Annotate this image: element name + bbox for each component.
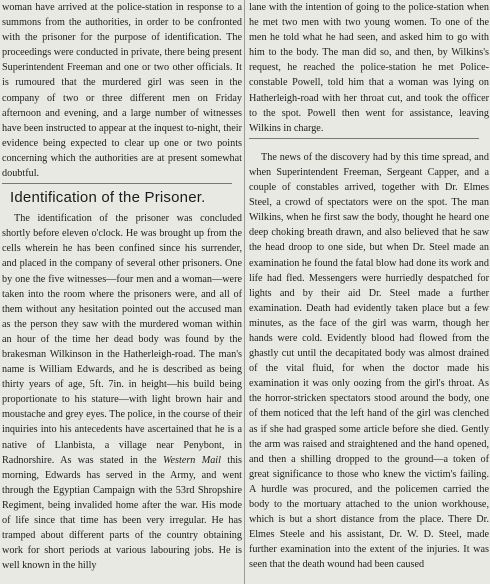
column-rule xyxy=(244,0,245,584)
article-paragraph: woman have arrived at the police-station in response to a summons from the authorities, in order to be confronted with the prisoner for the purpose of identification. The proceedings were conducted in private, there being present Superintendent Freeman and one or two other officials. It is rumoured that the murdered girl was seen in the company of two or three different men on Friday afternoon and evening, and a large number of witnesses have been instructed to appear at the inquest to-night, their evidence being expected to clear up one or two points concerning which the authorities are at present somewhat doubtful. xyxy=(2,2,242,180)
divider xyxy=(2,183,232,184)
article-paragraph: The news of the discovery had by this time spread, and when Superintendent Freeman, Sergeant Capper, and a couple of constables arrived, together with Dr. Elmes Steel, a crowd of spectators were on the spot. The man Wilkins, when he first saw the body, thought he heard one deep choking breath drawn, and also believed that he saw the head droop to one side, but when Dr. Steel made an examination he found the fatal blow had done its work and life had fled. Messengers were hurriedly despatched for lights and by their aid Dr. Steel made a further examination. Death had evidently taken place but a few minutes, as the face of the girl was warm, though her hands were cold. Evidently blood had flowed from the ghastly cut until the decapitated body was almost drained of the vital fluid, for when the doctor made his examination it was only oozing from the girl's throat. As the horror-stricken spectators stood around the body, one of them noticed that the left hand of the girl was clenched as if she had grasped some article before she died. Gently the arm was raised and straightened and the hand opened, and then a shilling dropped to the ground—a token of great significance to those who knew the victim's failing. A hurdle was procured, and the policemen carried the body to the mortuary attached to the union workhouse, which is but a short distance from the place. There Dr. Elmes Steele and his assistant, Dr. W. D. Steel, made further examination into the extent of the injuries. It was seen that the death wound had been caused xyxy=(249,151,489,571)
section-heading: Identification of the Prisoner. xyxy=(10,189,206,207)
newspaper-title: Western Mail xyxy=(162,454,221,466)
article-paragraph: lane with the intention of going to the police-station when he met two men with two young women. To one of the men he told what he had seen, and asked him to go with him to the body. The man did so, and then, by Wilkins's request, he reached the police-station he met Police-constable Powell, told him that a woman was lying on Hatherleigh-road with her throat cut, and took the officer to the spot. Powell then went for assistance, leaving Wilkins in charge. xyxy=(249,2,489,134)
paragraph-text: this morning, Edwards has served in the Army, and went through the Egyptian Campaign with the 53rd Shropshire Regiment, being invalided home after the war. His mode of life since that time has been very irregular. He has tramped about different parts of the country obtaining work for short periods at various labouring jobs. He is well known in the hilly xyxy=(2,454,242,572)
divider xyxy=(249,138,479,139)
article-paragraph xyxy=(2,211,242,573)
right-column xyxy=(249,0,489,584)
left-column xyxy=(2,0,242,584)
paragraph-text: The identification of the prisoner was concluded shortly before eleven o'clock. He was brought up from the cells wherein he has been confined since his surrender, and placed in the company of several other prisoners. One by one the five witnesses—four men and a woman—were taken into the room where the prisoners were, and all of them without any hesitation pointed out the accused man as the person they saw with the murdered woman within an hour of the time her dead body was found by the brakesman Wilkinson in the Hatherleigh-road. The man's name is William Edwards, and he is described as being thirty years of age, 5ft. 7in. in height—his build being proportionate to his stature—with light brown hair and moustache and grey eyes. The police, in the course of their inquiries into his antecedents have ascertained that he is a native of Llanbista, a village near Penybont, in Radnorshire. As was stated in the xyxy=(2,213,242,466)
